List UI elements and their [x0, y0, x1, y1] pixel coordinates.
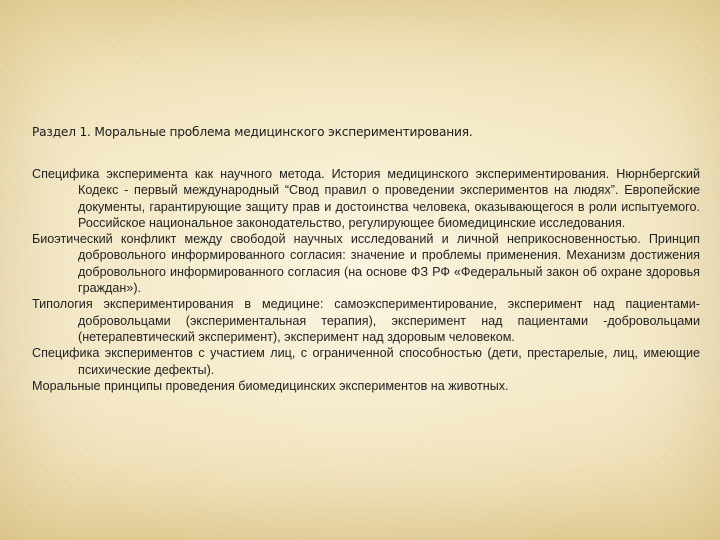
paragraph-typology: Типология экспериментирования в медицине: самоэкспериментирование, эксперимент над пациентами-добровольцами (экспериментальная терапия), эксперимент над пациентами -добровольцами (нетерапевтический эксперимент), эксперимент над здоровым человеком.: [32, 297, 700, 344]
paragraph-experiment-specifics: Специфика эксперимента как научного метода. История медицинского экспериментирования. Нюрнбергский Кодекс - первый международный “Свод правил о проведении экспериментов на людях”. Европейские документы, гарантирующие защиту прав и достоинства человека, оказывающегося в роли испытуемого. Российское национальное законодательство, регулирующее биомедицинские исследования.: [32, 167, 700, 230]
content-list: [32, 166, 700, 394]
section-heading: Раздел 1. Моральные проблема медицинского экспериментирования.: [32, 125, 473, 139]
paragraph-bioethical-conflict: Биоэтический конфликт между свободой научных исследований и личной неприкосновенностью. Принцип добровольного информированного согласия: значение и проблемы применения. Механизм достижения добровольного информированного согласия (на основе ФЗ РФ «Федеральный закон об охране здоровья граждан»).: [32, 232, 700, 296]
paragraph-limited-capacity: Специфика экспериментов с участием лиц, с ограниченной способностью (дети, престарелые, лиц, имеющие психические дефекты).: [32, 346, 700, 377]
paragraph-animal-experiments: Моральные принципы проведения биомедицинских экспериментов на животных.: [32, 378, 509, 393]
